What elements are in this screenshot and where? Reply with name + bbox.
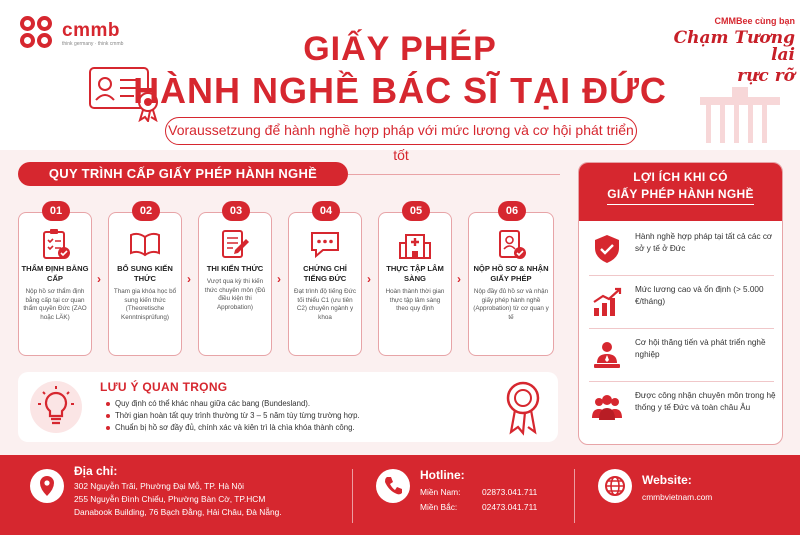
benefit-item [579, 382, 783, 434]
benefits-heading [579, 163, 782, 221]
benefit-text: Cơ hội thăng tiến và phát triển nghề nghiệp [635, 338, 766, 359]
brand-name: cmmb [62, 19, 120, 41]
subtitle-pill: Voraussetzung để hành nghề hợp pháp với mức lương và cơ hội phát triển tốt [165, 117, 637, 145]
step-description: Tham gia khóa học bổ sung kiến thức (Theoretische Kenntnisprüfung) [113, 288, 177, 321]
clipboard-check-icon [38, 227, 72, 261]
step-card-1 [18, 205, 92, 356]
chevron-right-icon: › [277, 272, 281, 286]
benefits-heading-line-2: GIẤY PHÉP HÀNH NGHỀ [607, 186, 754, 205]
hotline-phone[interactable]: 02873.041.711 [482, 487, 538, 497]
benefit-text: Được công nhận chuyên môn trong hệ thống y tế Đức và toàn châu Âu [635, 391, 776, 412]
growth-chart-icon [591, 286, 623, 318]
step-card-2 [108, 205, 182, 356]
address-line: Danabook Building, 76 Bạch Đằng, Hải Châu, Đà Nẵng. [74, 507, 282, 517]
step-description: Hoàn thành thời gian thực tập lâm sàng theo quy định [385, 288, 445, 312]
note-item: Thời gian hoàn tất quy trình thường từ 3 – 5 năm tùy từng trường hợp. [106, 410, 360, 422]
benefit-item [579, 329, 783, 381]
address-line: 255 Nguyễn Đình Chiểu, Phường Bàn Cờ, TP.HCM [74, 494, 266, 504]
address-label: Địa chỉ: [74, 464, 118, 478]
benefit-text: Hành nghề hợp pháp tại tất cả các cơ sở y tế ở Đức [635, 232, 773, 253]
exam-pencil-icon [218, 227, 252, 261]
step-title: BỔ SUNG KIẾN THỨC [117, 264, 173, 283]
footer [0, 455, 800, 535]
chevron-right-icon: › [457, 272, 461, 286]
step-description: Nộp đầy đủ hồ sơ và nhận giấy phép hành nghề (Approbation) từ cơ quan y tế [473, 288, 549, 321]
step-title: NỘP HỒ SƠ & NHẬN GIẤY PHÉP [473, 264, 549, 283]
location-pin-icon [30, 469, 64, 503]
address-line: 302 Nguyễn Trãi, Phường Đại Mỗ, TP. Hà Nội [74, 481, 244, 491]
step-title: THẨM ĐỊNH BẰNG CẤP [21, 264, 89, 283]
step-number: 03 [222, 201, 250, 221]
note-icon-circle [30, 381, 82, 433]
step-title: CHỨNG CHỈ TIẾNG ĐỨC [303, 264, 347, 283]
brandenburg-gate-icon [690, 85, 790, 145]
step-card-5 [378, 205, 452, 356]
hotline-region: Miền Bắc: [420, 502, 458, 512]
step-number: 05 [402, 201, 430, 221]
benefit-text: Mức lương cao và ổn định (> 5.000 €/tháng) [635, 285, 764, 306]
campaign-line-2: rực rỡ [737, 66, 795, 86]
benefits-panel [578, 162, 783, 445]
page-title-line-1: GIẤY PHÉP [303, 30, 497, 68]
hotline-phone[interactable]: 02473.041.711 [482, 502, 538, 512]
process-divider [348, 174, 560, 175]
campaign-badge [655, 16, 795, 85]
benefit-item [579, 223, 783, 275]
step-title: THI KIẾN THỨC [206, 264, 264, 273]
globe-icon [598, 469, 632, 503]
step-number: 02 [132, 201, 160, 221]
chevron-right-icon: › [367, 272, 371, 286]
step-title: THỰC TẬP LÂM SÀNG [386, 264, 444, 283]
step-card-3 [198, 205, 272, 356]
note-item: Quy định có thể khác nhau giữa các bang (Bundesland). [106, 398, 360, 410]
step-description: Đạt trình độ tiếng Đức tối thiểu C1 (ưu tiên C2) chuyên ngành y khoa [294, 288, 356, 321]
step-card-4 [288, 205, 362, 356]
step-card-6 [468, 205, 554, 356]
hotline-label: Hotline: [420, 468, 465, 482]
chevron-right-icon: › [97, 272, 101, 286]
document-check-icon [494, 227, 528, 261]
step-number: 04 [312, 201, 340, 221]
note-item: Chuẩn bị hồ sơ đầy đủ, chính xác và kiên trì là chìa khóa thành công. [106, 422, 360, 434]
seal-stamp-icon [502, 376, 544, 436]
website-label: Website: [642, 473, 692, 487]
campaign-top-text: CMMBee cùng bạn [714, 16, 795, 26]
people-group-icon [591, 392, 623, 424]
step-number: 01 [42, 201, 70, 221]
note-title: LƯU Ý QUAN TRỌNG [100, 380, 228, 394]
process-heading: QUY TRÌNH CẤP GIẤY PHÉP HÀNH NGHỀ [18, 162, 348, 186]
benefits-heading-line-1: LỢI ÍCH KHI CÓ [633, 170, 728, 184]
process-steps [18, 200, 563, 358]
benefit-item [579, 276, 783, 328]
career-person-icon [591, 339, 623, 371]
campaign-line-1: Chạm Tương lai [673, 28, 795, 65]
open-book-icon [128, 227, 162, 261]
brand-tagline: think germany · think cmmb [62, 40, 124, 47]
important-note-box [18, 372, 558, 442]
lightbulb-icon [30, 381, 82, 433]
step-number: 06 [498, 201, 526, 221]
website-link[interactable]: cmmbvietnam.com [642, 492, 713, 502]
footer-divider [574, 469, 575, 523]
note-list [106, 398, 360, 434]
phone-icon [376, 469, 410, 503]
footer-divider [352, 469, 353, 523]
speech-bubble-icon [308, 227, 342, 261]
hospital-icon [398, 227, 432, 261]
chevron-right-icon: › [187, 272, 191, 286]
hotline-region: Miền Nam: [420, 487, 461, 497]
step-description: Nộp hồ sơ thẩm định bằng cấp tại cơ quan thẩm quyền Đức (ZAO hoặc LÄK) [23, 288, 87, 321]
step-description: Vượt qua kỳ thi kiến thức chuyên môn (Đủ điều kiện thi Approbation) [204, 278, 266, 311]
shield-check-icon [591, 233, 623, 265]
page-title-line-2: HÀNH NGHỀ BÁC SĨ TẠI ĐỨC [133, 70, 667, 111]
